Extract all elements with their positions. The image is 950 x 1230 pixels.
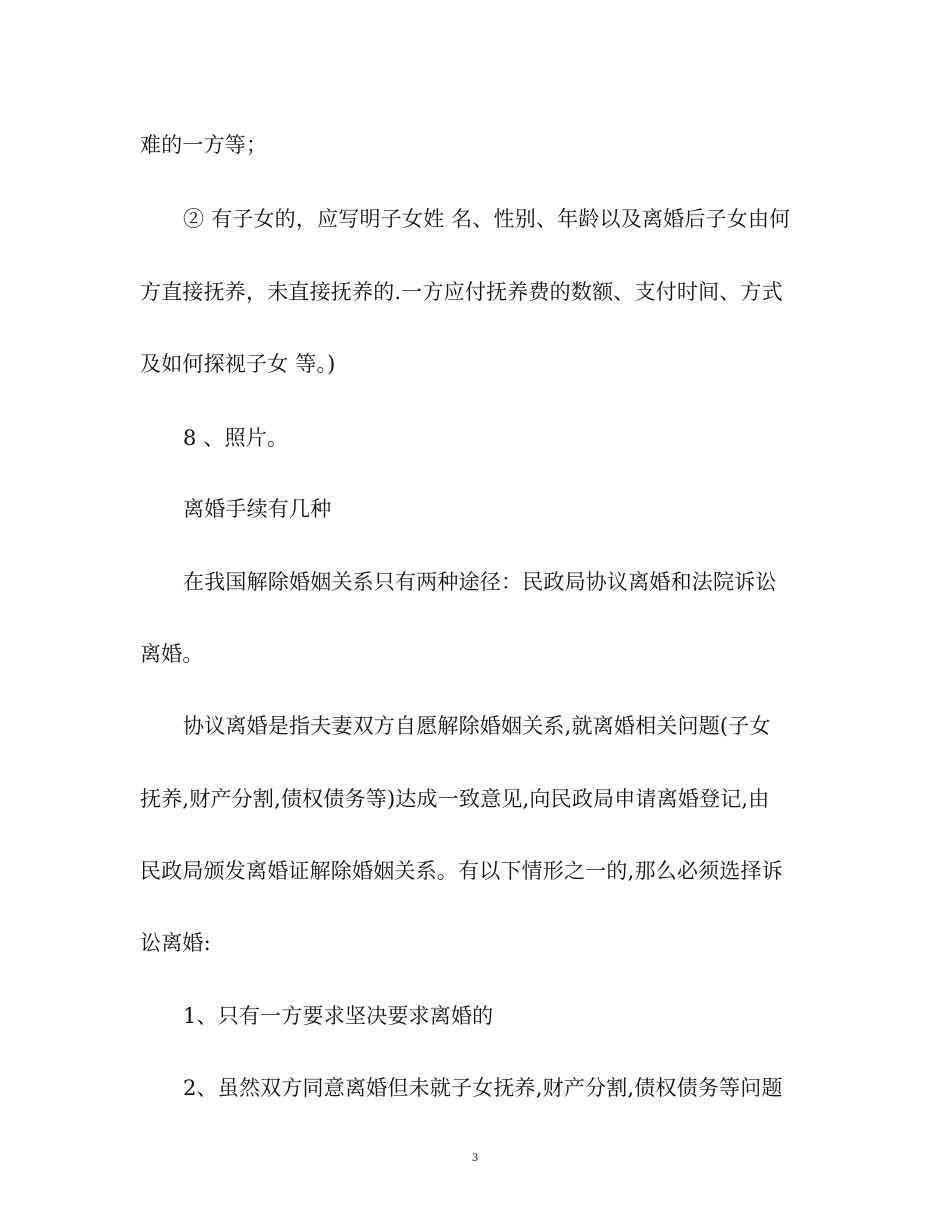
paragraph-line: 方直接抚养，未直接抚养的.一方应付抚养费的数额、支付时间、方式 [140,280,783,304]
paragraph-line: 离婚。 [140,642,204,666]
paragraph-line: 在我国解除婚姻关系只有两种途径：民政局协议离婚和法院诉讼 [183,570,777,594]
paragraph-line: 民政局颁发离婚证解除婚姻关系。有以下情形之一的,那么必须选择诉 [140,859,783,883]
paragraph-line: ② 有子女的，应写明子女姓 名、性别、年龄以及离婚后子女由何 [183,207,791,231]
list-item: 1、只有一方要求坚决要求离婚的 [183,1004,494,1028]
paragraph-line: 协议离婚是指夫妻双方自愿解除婚姻关系,就离婚相关问题(子女 [183,714,771,738]
list-item: 2、虽然双方同意离婚但未就子女抚养,财产分割,债权债务等问题 [183,1076,783,1100]
page-number: 3 [472,1150,478,1164]
section-heading: 离婚手续有几种 [183,497,332,521]
paragraph-line: 难的一方等； [140,133,268,157]
paragraph-line: 讼离婚: [140,931,211,955]
paragraph-line: 及如何探视子女 等。) [140,352,336,376]
paragraph-line: 抚养,财产分割,债权债务等)达成一致意见,向民政局申请离婚登记,由 [140,787,770,811]
paragraph-line: 8 、照片。 [183,426,289,450]
